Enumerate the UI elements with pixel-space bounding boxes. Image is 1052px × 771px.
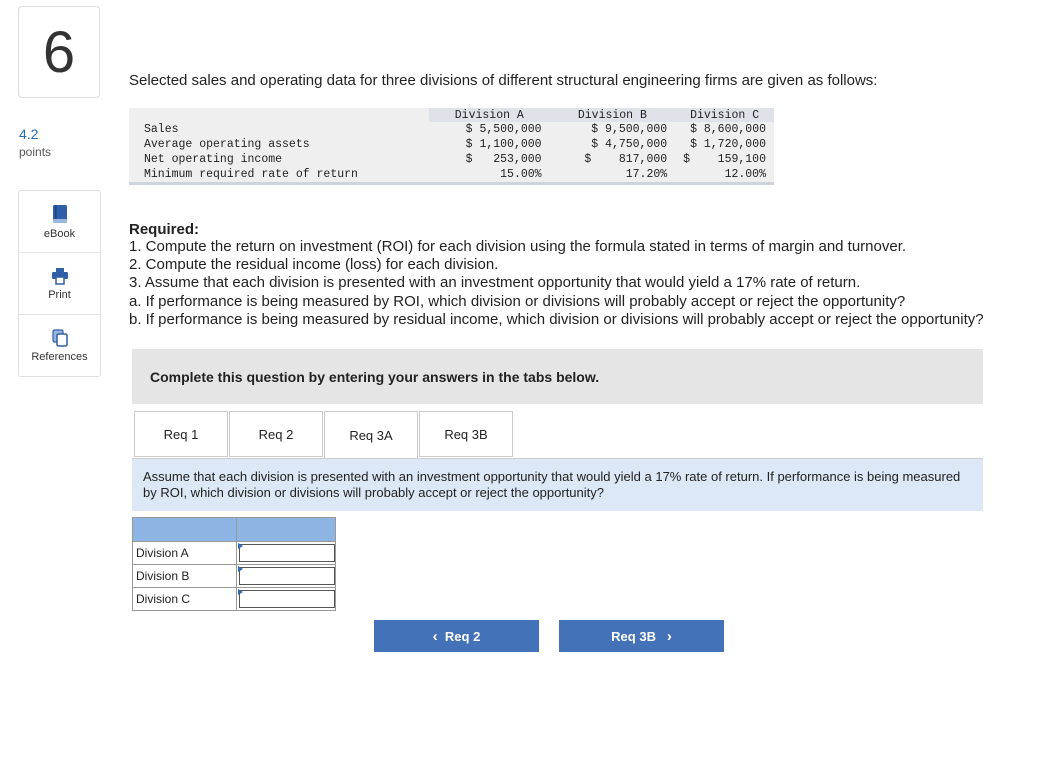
references-button[interactable] — [19, 315, 100, 376]
table-row — [133, 542, 336, 565]
req-tabs — [134, 411, 514, 459]
header-division-c: Division C — [675, 108, 774, 122]
required-title: Required: — [129, 221, 200, 238]
points-label: points — [19, 145, 52, 159]
cell-division-a: $ 5,500,000 — [465, 123, 542, 136]
ebook-label: eBook — [43, 227, 76, 240]
table-row — [129, 122, 774, 137]
question-number: 6 — [18, 6, 100, 98]
cell-division-c: $ 8,600,000 — [690, 123, 766, 136]
tab-req-2[interactable]: Req 2 — [229, 411, 323, 457]
next-req-label: Req 3B — [611, 628, 656, 644]
division-a-answer-dropdown[interactable] — [237, 542, 336, 565]
required-line: 2. Compute the residual income (loss) for each division. — [129, 256, 499, 274]
tab-instruction — [132, 459, 983, 511]
row-label: Net operating income — [144, 153, 283, 166]
row-label: Average operating assets — [144, 138, 310, 151]
prev-req-label: Req 2 — [444, 628, 481, 644]
header-division-a: Division A — [429, 108, 550, 122]
intro-text: Selected sales and operating data for three divisions of different structural engineering firms are given as follows: — [129, 72, 878, 89]
tab-req-3a[interactable]: Req 3A — [324, 411, 418, 459]
book-icon — [51, 204, 69, 224]
copy-icon — [51, 329, 69, 347]
division-c-answer-dropdown[interactable] — [237, 588, 336, 611]
next-req-button[interactable] — [559, 620, 724, 652]
dropdown-marker-icon — [238, 589, 243, 595]
dropdown-marker-icon — [238, 543, 243, 549]
complete-instructions — [132, 349, 983, 404]
answer-row-label: Division C — [133, 588, 237, 611]
cell-division-a: $ 1,100,000 — [465, 138, 542, 151]
cell-division-c: $ 159,100 — [683, 153, 766, 166]
required-line: b. If performance is being measured by residual income, which division or divisions will probably accept or reject the opportunity? — [129, 310, 984, 328]
answer-row-label: Division A — [133, 542, 237, 565]
side-tools-panel — [18, 190, 101, 377]
division-data-table — [129, 108, 774, 185]
header-division-b: Division B — [550, 108, 676, 122]
cell-division-b: $ 9,500,000 — [591, 123, 668, 136]
answer-row-label: Division B — [133, 565, 237, 588]
printer-icon — [51, 267, 69, 285]
chevron-left-icon: ‹ — [432, 627, 438, 645]
required-line: 1. Compute the return on investment (ROI) for each division using the formula stated in terms of margin and turnover. — [129, 238, 907, 255]
answer-table — [132, 517, 336, 611]
cell-division-b: $ 4,750,000 — [591, 138, 668, 151]
cell-division-c: $ 1,720,000 — [690, 138, 766, 151]
row-label: Minimum required rate of return — [144, 168, 358, 181]
ebook-button[interactable] — [19, 191, 100, 253]
row-label: Sales — [144, 123, 179, 136]
dropdown-marker-icon — [238, 566, 243, 572]
table-row — [129, 137, 774, 152]
required-line: 3. Assume that each division is presented with an investment opportunity that would yield a 17% rate of return. — [129, 274, 861, 292]
cell-division-c: 12.00% — [724, 168, 766, 181]
tab-req-3b[interactable]: Req 3B — [419, 411, 513, 457]
answer-header-row — [133, 518, 336, 542]
prev-req-button[interactable] — [374, 620, 539, 652]
required-line: a. If performance is being measured by ROI, which division or divisions will probably accept or reject the opportunity? — [129, 292, 906, 310]
cell-division-b: 17.20% — [625, 168, 668, 181]
references-label: References — [31, 350, 88, 363]
table-header-row — [129, 108, 774, 122]
required-list — [129, 238, 984, 329]
points-value: 4.2 — [19, 126, 39, 142]
chevron-right-icon: › — [666, 627, 672, 645]
tab-instruction-text: Assume that each division is presented with an investment opportunity that would yield a 17% rate of return. If performance is being measured by ROI, which division or divisions will probably accept or reject the opportunity? — [143, 469, 961, 500]
table-row — [133, 565, 336, 588]
cell-division-a: $ 253,000 — [465, 153, 542, 166]
cell-division-a: 15.00% — [500, 168, 542, 181]
print-button[interactable] — [19, 253, 100, 315]
table-row — [133, 588, 336, 611]
cell-division-b: $ 817,000 — [584, 153, 668, 166]
complete-instructions-text: Complete this question by entering your answers in the tabs below. — [150, 368, 600, 385]
print-label: Print — [48, 288, 71, 301]
division-b-answer-dropdown[interactable] — [237, 565, 336, 588]
tab-req-1[interactable]: Req 1 — [134, 411, 228, 457]
table-row — [129, 167, 774, 182]
table-row — [129, 152, 774, 167]
